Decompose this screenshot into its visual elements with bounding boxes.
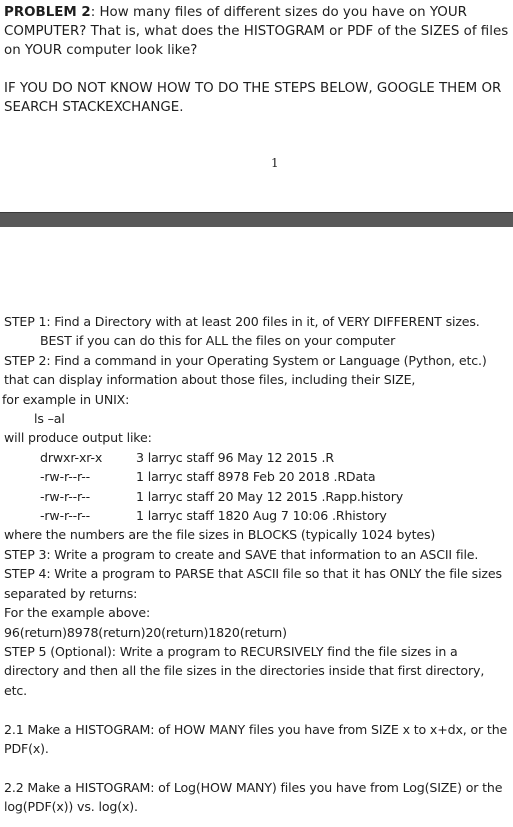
problem-intro	[4, 3, 509, 117]
step-3: STEP 3: Write a program to create and SAVE that information to an ASCII file.	[4, 546, 479, 562]
unix-example-label: for example in UNIX:	[2, 391, 130, 407]
problem-question-text: : How many files of different sizes do you have on YOUR COMPUTER? That is, what does the HISTOGRAM or PDF of the SIZES of files on YOUR computer look like?	[4, 5, 509, 58]
listing-details: 1 larryc staff 20 May 12 2015 .Rapp.history	[136, 488, 404, 504]
page-1	[0, 0, 513, 212]
problem-advice: IF YOU DO NOT KNOW HOW TO DO THE STEPS BELOW, GOOGLE THEM OR SEARCH STACKEXCHANGE.	[4, 81, 502, 115]
listing-row	[4, 487, 509, 506]
problem-question	[4, 3, 509, 60]
step-1: STEP 1: Find a Directory with at least 200 files in it, of VERY DIFFERENT sizes.	[4, 314, 480, 329]
page-number: 1	[271, 156, 279, 170]
listing-permissions: -rw-r--r--	[40, 508, 90, 524]
spacer	[4, 700, 509, 719]
step-4: STEP 4: Write a program to PARSE that ASCII file so that it has ONLY the file sizes separated by returns:	[4, 566, 502, 601]
spacer	[4, 758, 509, 777]
histogram-2-2: 2.2 Make a HISTOGRAM: of Log(HOW MANY) files you have from Log(SIZE) or the log(PDF(x)) vs. log(x).	[4, 779, 503, 815]
listing-details: 1 larryc staff 8978 Feb 20 2018 .RData	[136, 469, 376, 485]
unix-command: ls –al	[34, 411, 65, 427]
listing-row	[4, 467, 509, 486]
returns-example: 96(return)8978(return)20(return)1820(return)	[4, 624, 287, 640]
output-intro: will produce output like:	[4, 430, 152, 446]
step-5: STEP 5 (Optional): Write a program to RECURSIVELY find the file sizes in a directory and then all the file sizes in the directories inside that first directory, etc.	[4, 643, 485, 698]
step-2-continued: that can display information about those files, including their SIZE,	[4, 372, 416, 388]
listing-row	[4, 506, 509, 525]
file-listing	[4, 448, 509, 526]
problem-heading: PROBLEM 2	[4, 5, 91, 20]
listing-permissions: -rw-r--r--	[40, 469, 90, 485]
page-divider	[0, 212, 513, 227]
listing-details: 3 larryc staff 96 May 12 2015 .R	[136, 449, 334, 465]
listing-row	[4, 448, 509, 467]
example-above-label: For the example above:	[4, 605, 151, 621]
listing-details: 1 larryc staff 1820 Aug 7 10:06 .Rhistory	[136, 508, 387, 524]
listing-permissions: drwxr-xr-x	[40, 449, 103, 465]
steps-section	[4, 312, 509, 817]
spacer	[4, 60, 509, 79]
step-1-best: BEST if you can do this for ALL the files on your computer	[40, 333, 396, 349]
listing-permissions: -rw-r--r--	[40, 488, 90, 504]
blocks-note: where the numbers are the file sizes in BLOCKS (typically 1024 bytes)	[4, 527, 436, 543]
histogram-2-1: 2.1 Make a HISTOGRAM: of HOW MANY files you have from SIZE x to x+dx, or the PDF(x).	[4, 721, 508, 756]
step-2: STEP 2: Find a command in your Operating System or Language (Python, etc.)	[4, 352, 487, 368]
